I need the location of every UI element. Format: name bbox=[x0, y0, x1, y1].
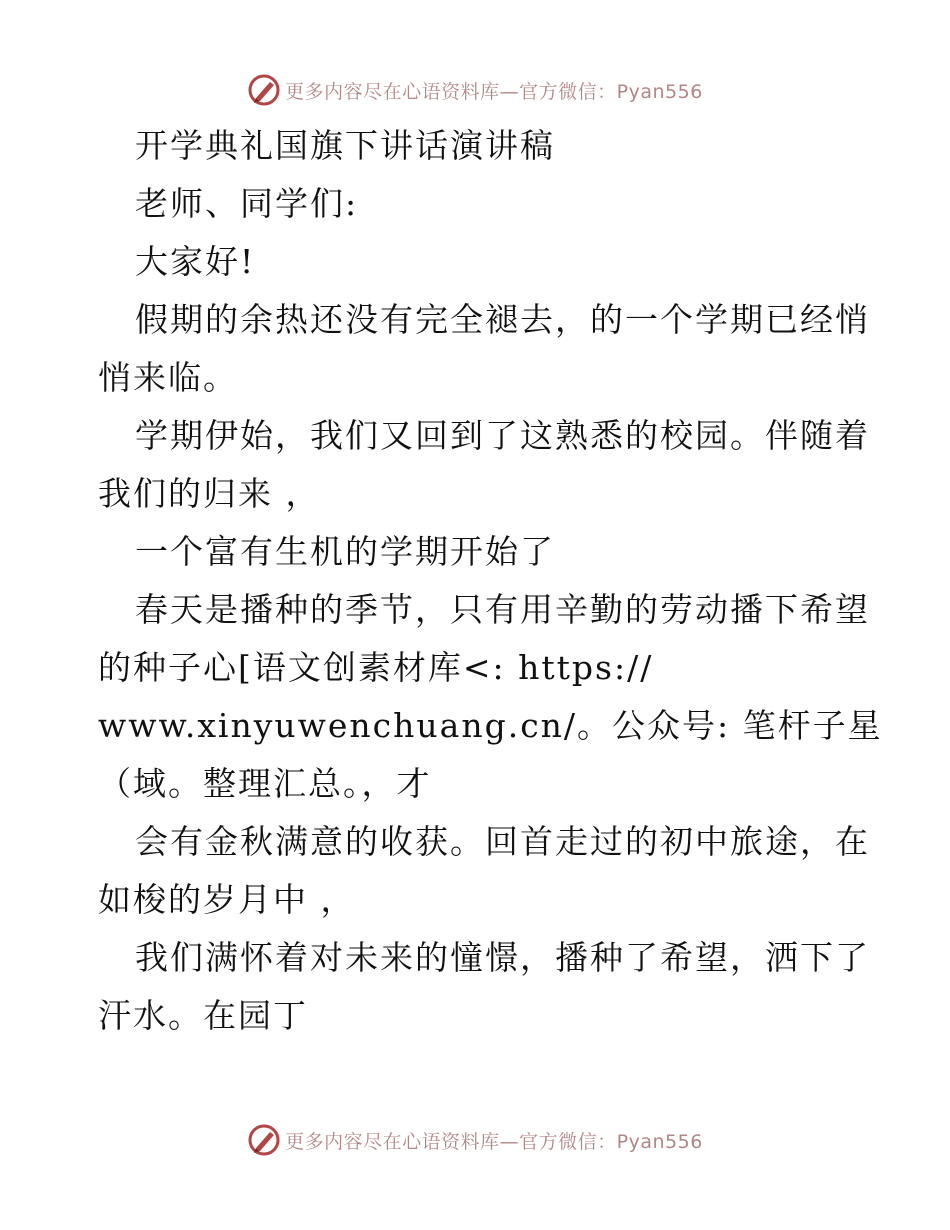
text-line: 汗水。在园丁 bbox=[98, 996, 308, 1035]
document-title: 开学典礼国旗下讲话演讲稿 bbox=[135, 126, 555, 165]
text-line: 假期的余热还没有完全褪去，的一个学期已经悄 bbox=[135, 300, 870, 339]
text-line: 我们的归来 ， bbox=[98, 474, 321, 513]
footer-watermark bbox=[0, 1120, 950, 1160]
text-line: 会有金秋满意的收获。回首走过的初中旅途，在 bbox=[135, 822, 870, 861]
text-line: 如梭的岁月中 ， bbox=[98, 880, 356, 919]
text-line: 大家好! bbox=[135, 242, 256, 281]
pen-logo-icon bbox=[247, 1123, 281, 1157]
text-line: 春天是播种的季节，只有用辛勤的劳动播下希望 bbox=[135, 590, 870, 629]
text-line: 的种子心[语文创素材库<: https:// bbox=[98, 648, 654, 687]
text-line: 学期伊始，我们又回到了这熟悉的校园。伴随着 bbox=[135, 416, 870, 455]
header-watermark bbox=[0, 70, 950, 110]
text-line: （域。整理汇总。，才 bbox=[98, 764, 432, 803]
text-line: 我们满怀着对未来的憧憬，播种了希望，洒下了 bbox=[135, 938, 870, 977]
pen-logo-icon bbox=[247, 73, 281, 107]
text-line: www.xinyuwenchuang.cn/。公众号: 笔杆子星 bbox=[98, 706, 883, 745]
watermark-text: 更多内容尽在心语资料库—官方微信：Pyan556 bbox=[285, 1130, 703, 1153]
watermark-text: 更多内容尽在心语资料库—官方微信：Pyan556 bbox=[285, 80, 703, 103]
document-body bbox=[98, 117, 883, 1045]
text-line: 老师、同学们: bbox=[135, 184, 359, 223]
text-line: 悄来临。 bbox=[98, 358, 238, 397]
text-line: 一个富有生机的学期开始了 bbox=[135, 532, 555, 571]
